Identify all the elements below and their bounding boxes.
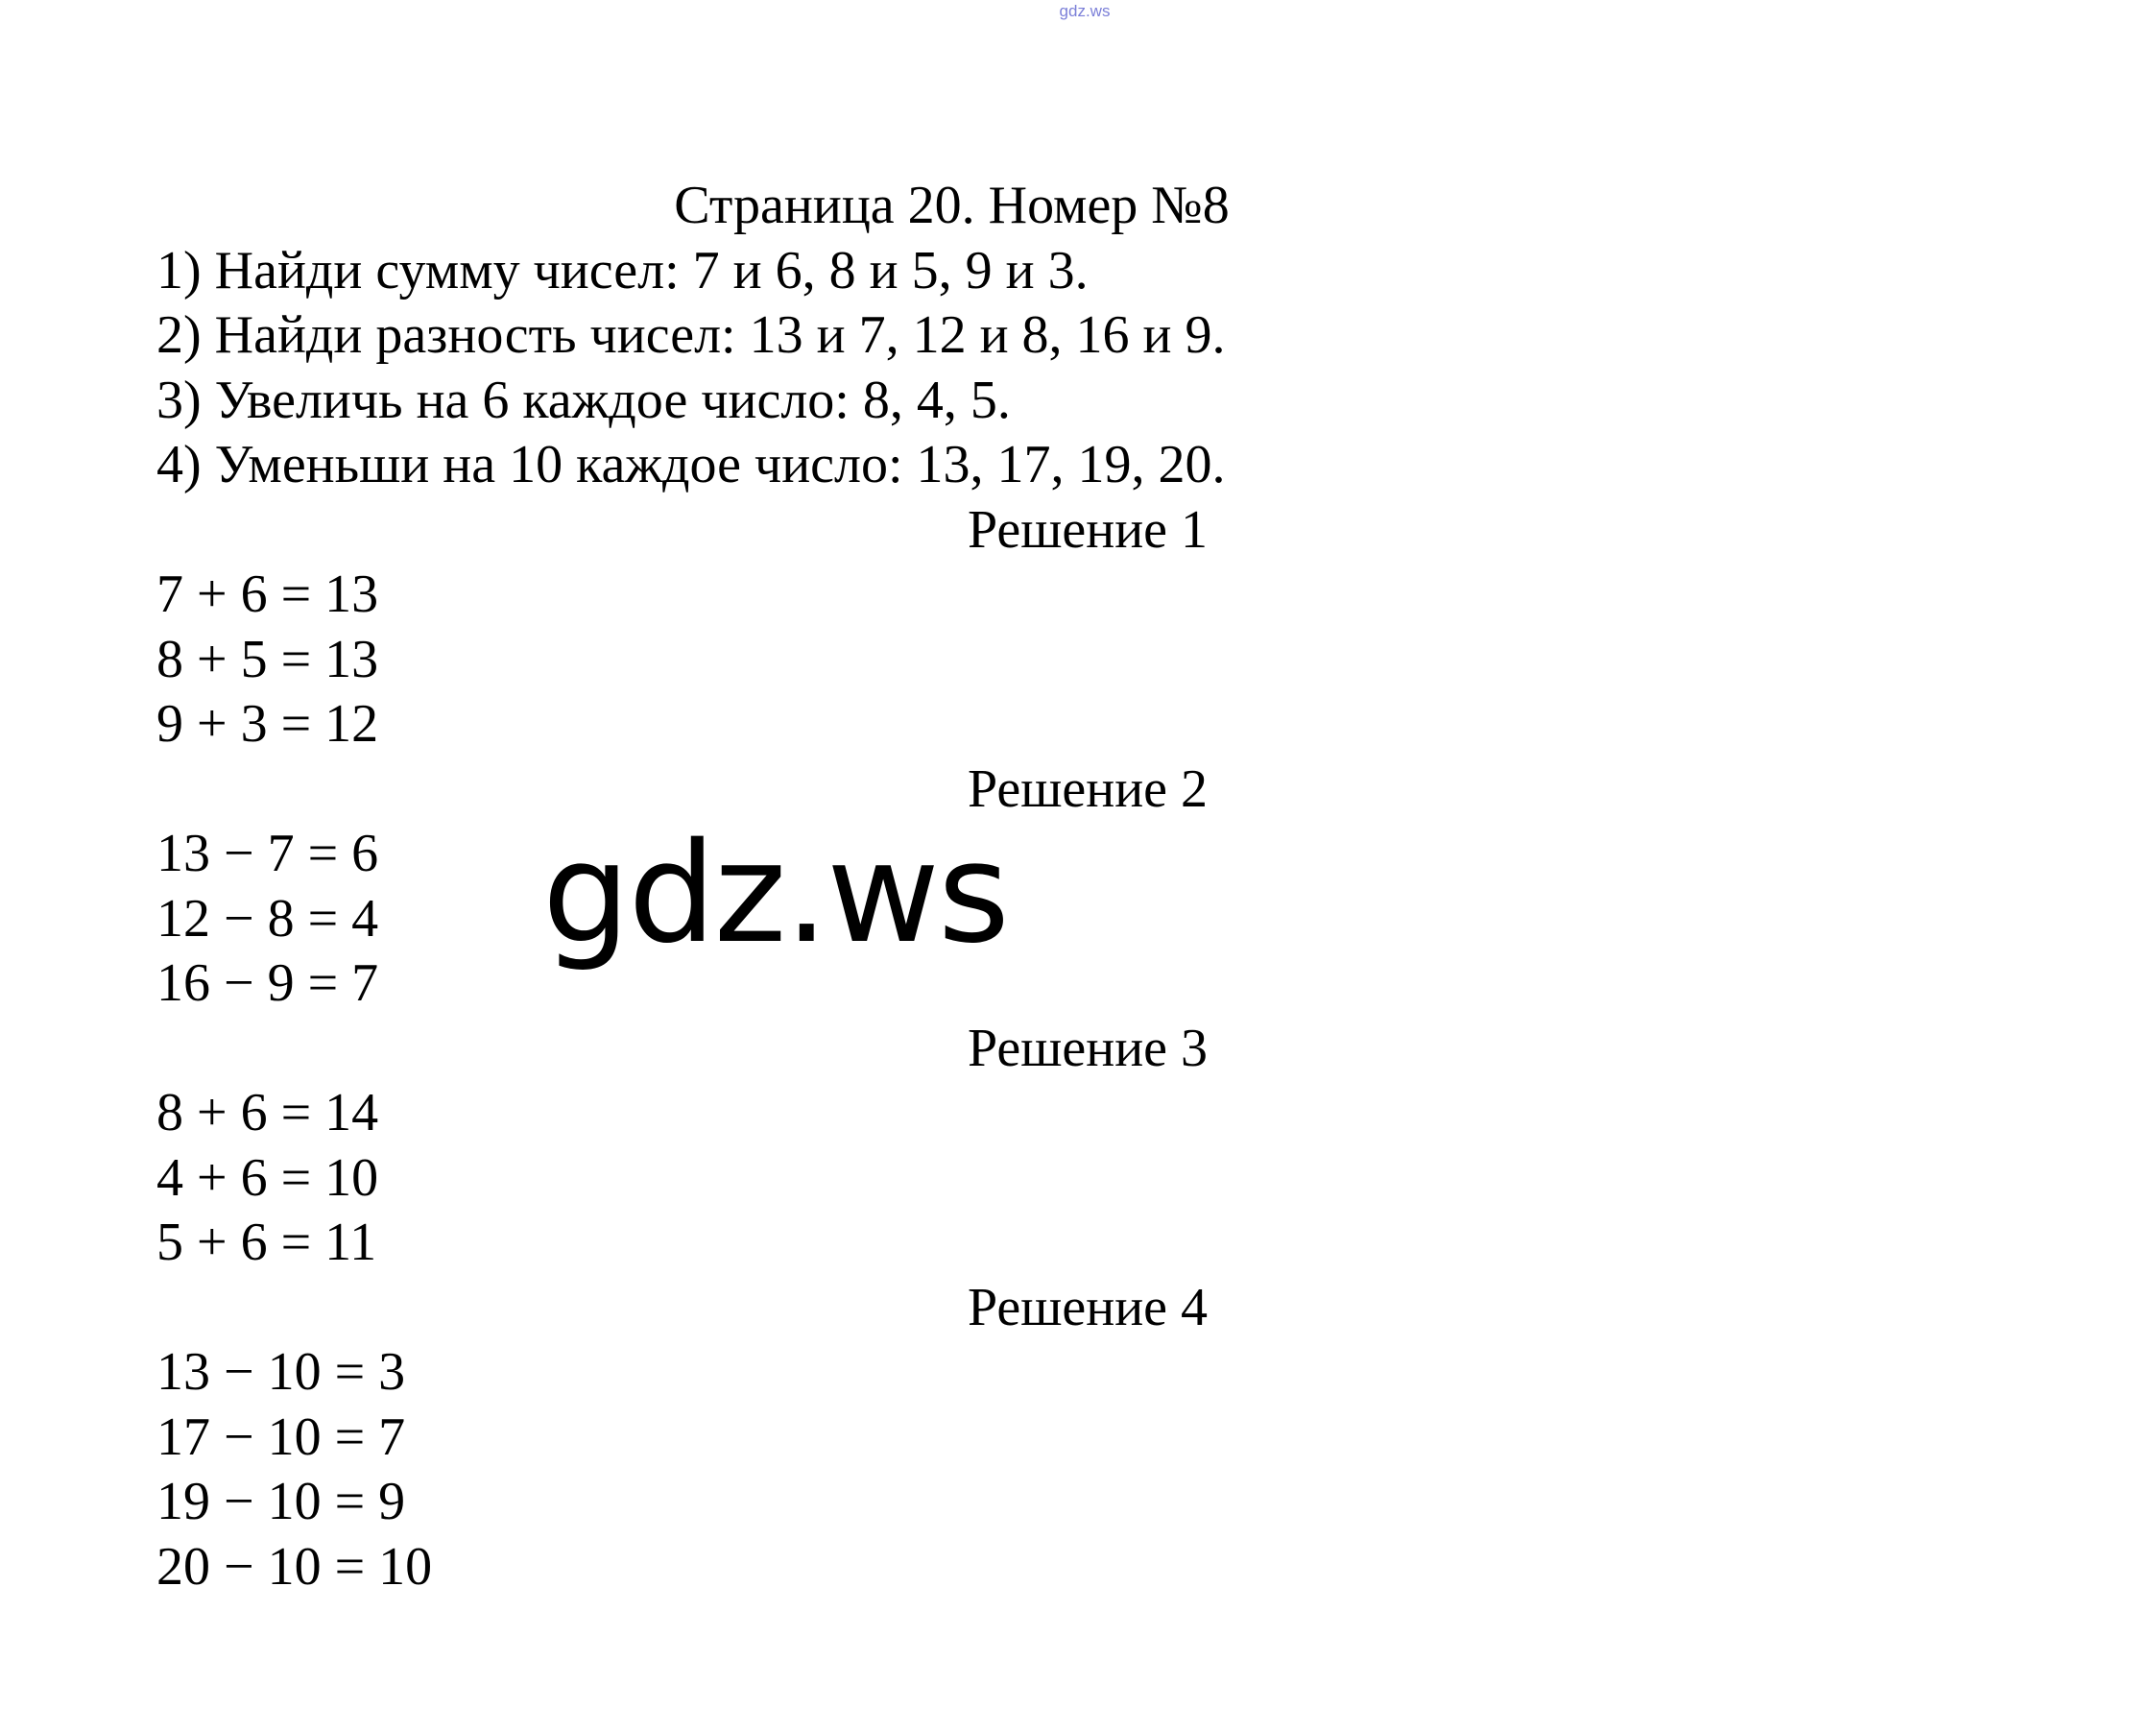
- task-2: 2) Найди разность чисел: 13 и 7, 12 и 8, 16 и 9.: [156, 305, 1226, 365]
- task-1: 1) Найди сумму чисел: 7 и 6, 8 и 5, 9 и 3.: [156, 240, 1089, 301]
- solution-2-line-3: 16 − 9 = 7: [156, 953, 379, 1013]
- task-3: 3) Увеличь на 6 каждое число: 8, 4, 5.: [156, 370, 1011, 430]
- page-title-text: Страница 20. Номер №8: [674, 176, 1230, 235]
- solution-2-heading: Решение 2: [968, 758, 1209, 819]
- page-title: [0, 174, 1904, 239]
- watermark-large: gdz.ws: [542, 812, 1008, 974]
- solution-4-line-1: 13 − 10 = 3: [156, 1342, 406, 1402]
- solution-1-line-1: 7 + 6 = 13: [156, 565, 379, 624]
- solution-3-line-2: 4 + 6 = 10: [156, 1147, 379, 1208]
- solution-1-heading: Решение 1: [968, 499, 1209, 560]
- solution-2-line-2: 12 − 8 = 4: [156, 888, 379, 949]
- solution-4-line-4: 20 − 10 = 10: [156, 1536, 433, 1597]
- solution-2-line-1: 13 − 7 = 6: [156, 824, 379, 883]
- solution-3-line-1: 8 + 6 = 14: [156, 1083, 379, 1142]
- solution-4-heading: Решение 4: [968, 1277, 1209, 1337]
- document-body: [156, 174, 2076, 1599]
- task-4: 4) Уменьши на 10 каждое число: 13, 17, 19, 20.: [156, 435, 1226, 494]
- solution-3-line-3: 5 + 6 = 11: [156, 1213, 377, 1272]
- solution-1-line-2: 8 + 5 = 13: [156, 629, 379, 689]
- watermark-small: gdz.ws: [1059, 2, 1111, 20]
- solution-4-line-3: 19 − 10 = 9: [156, 1472, 406, 1531]
- solution-1-line-3: 9 + 3 = 12: [156, 694, 379, 754]
- solution-3-heading: Решение 3: [968, 1018, 1209, 1078]
- solution-4-line-2: 17 − 10 = 7: [156, 1406, 406, 1467]
